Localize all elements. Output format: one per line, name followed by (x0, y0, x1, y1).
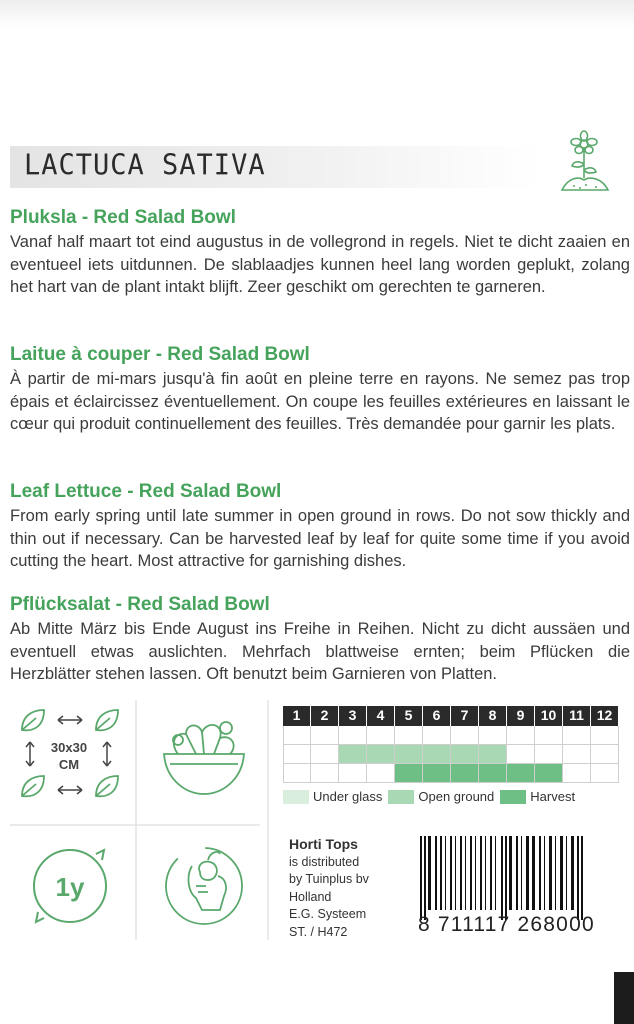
barcode-bar (490, 836, 492, 910)
barcode-bar (445, 836, 446, 910)
month-header-3: 3 (339, 706, 367, 726)
barcode-bar (485, 836, 486, 910)
calendar-cell (339, 764, 367, 783)
distributor-line: E.G. Systeem (289, 907, 367, 921)
harvest-hand-icon (156, 836, 252, 936)
spacing-unit: CM (58, 757, 80, 772)
distributor-line: is distributed (289, 854, 360, 869)
legend-swatch (283, 790, 309, 804)
barcode-bar (577, 836, 579, 920)
barcode-bar (509, 836, 512, 910)
calendar-cell (311, 764, 339, 783)
calendar-cell-filled (367, 745, 395, 764)
section-body: Ab Mitte März bis Ende August ins Freihe in Reihen. Nicht zu dicht aussäen und eventuell etwas auslichten. Mehrfach blattweise ernten; beim Pflücken die Herzblätter stehen lassen. Oft benutzt beim Garnieren von Platten. (10, 620, 630, 683)
calendar-cell (283, 764, 311, 783)
barcode-bar (555, 836, 556, 910)
distributor-line: by Tuinplus bv (289, 872, 369, 886)
legend-swatch (500, 790, 526, 804)
legend-label: Under glass (313, 789, 383, 804)
section-title: Pflücksalat - Red Salad Bowl (10, 594, 270, 615)
calendar-cell (423, 726, 451, 745)
salad-bowl-icon (156, 704, 252, 800)
spacing-leaves-icon (14, 704, 126, 804)
barcode-bar (566, 836, 567, 910)
barcode-bar (505, 836, 507, 920)
legend-item (500, 789, 575, 804)
calendar-cell (535, 726, 563, 745)
calendar-cell (451, 726, 479, 745)
calendar-cell-filled (423, 764, 451, 783)
month-header-8: 8 (479, 706, 507, 726)
species-name: LACTUCA SATIVA (24, 149, 266, 182)
barcode-bar (571, 836, 574, 910)
barcode-bar (581, 836, 583, 920)
calendar-cell (367, 764, 395, 783)
calendar-row-open-ground (283, 745, 619, 764)
month-header-6: 6 (423, 706, 451, 726)
legend-label: Open ground (418, 789, 495, 804)
calendar-cell (283, 745, 311, 764)
barcode-bar (475, 836, 476, 910)
spacing-value: 30x30 (50, 740, 88, 755)
calendar-body (283, 726, 619, 783)
month-header-9: 9 (507, 706, 535, 726)
calendar-cell (591, 764, 619, 783)
calendar-cell (479, 726, 507, 745)
legend-item (388, 789, 494, 804)
barcode-bar (495, 836, 496, 910)
plant-soil-icon (556, 130, 612, 200)
barcode-bars (418, 836, 630, 920)
calendar-cell (395, 726, 423, 745)
section-dutch (10, 206, 630, 299)
corner-mark (614, 972, 634, 1024)
month-header-11: 11 (563, 706, 591, 726)
barcode-bar (480, 836, 482, 910)
section-title: Leaf Lettuce - Red Salad Bowl (10, 481, 282, 502)
calendar-cell (563, 726, 591, 745)
barcode-bar (501, 836, 503, 920)
barcode-bar (465, 836, 466, 910)
distributor-line: Holland (289, 889, 332, 904)
calendar-cell (367, 726, 395, 745)
barcode-bar (470, 836, 472, 910)
one-year-cycle-icon (14, 836, 126, 936)
barcode-bar (539, 836, 541, 910)
calendar-cell (507, 726, 535, 745)
barcode-bar (428, 836, 431, 910)
barcode (418, 836, 630, 936)
calendar-cell (283, 726, 311, 745)
calendar-cell (591, 745, 619, 764)
barcode-bar (450, 836, 452, 910)
calendar-cell-filled (479, 764, 507, 783)
calendar-row-harvest (283, 764, 619, 783)
calendar-cell-filled (339, 745, 367, 764)
legend-label: Harvest (530, 789, 576, 804)
month-header-2: 2 (311, 706, 339, 726)
calendar-cell-filled (451, 764, 479, 783)
calendar-cell (563, 764, 591, 783)
calendar-month-header (283, 706, 619, 726)
calendar-cell (339, 726, 367, 745)
barcode-bar (521, 836, 522, 910)
calendar-legend (283, 789, 581, 804)
section-title: Pluksla - Red Salad Bowl (10, 207, 236, 228)
month-header-5: 5 (395, 706, 423, 726)
distributor-line: ST. / H472 (289, 924, 348, 939)
month-header-1: 1 (283, 706, 311, 726)
section-french (10, 343, 630, 436)
barcode-bar (532, 836, 535, 910)
legend-swatch (388, 790, 414, 804)
barcode-number: 8 711117 268000 (418, 913, 595, 936)
barcode-bar (544, 836, 545, 910)
barcode-bar (440, 836, 442, 910)
barcode-bar (560, 836, 563, 910)
section-body: Vanaf half maart tot eind augustus in de vollegrond in regels. Niet te dicht zaaien en eventueel iets uitdunnen. De slablaadjes kunnen heel lang worden geplukt, zolang het hart van de plant intakt blijft. Zeer geschikt om gerechten te garneren. (10, 233, 630, 296)
barcode-bar (420, 836, 422, 920)
section-title: Laitue à couper - Red Salad Bowl (10, 344, 310, 365)
section-german (10, 593, 630, 686)
calendar-row-under-glass (283, 726, 619, 745)
calendar-cell-filled (395, 745, 423, 764)
barcode-bar (424, 836, 426, 920)
barcode-bar (516, 836, 518, 910)
calendar-cell-filled (479, 745, 507, 764)
calendar-cell-filled (395, 764, 423, 783)
section-body: From early spring until late summer in open ground in rows. Do not sow thickly and thin out if necessary. Can be harvested leaf by leaf for quite some time if you avoid cutting the heart. Most attractive for garnishing dishes. (10, 507, 630, 570)
calendar-cell (507, 745, 535, 764)
barcode-bar (435, 836, 437, 910)
barcode-bar (455, 836, 456, 910)
sowing-calendar (283, 706, 619, 783)
calendar-cell (591, 726, 619, 745)
calendar-cell (535, 745, 563, 764)
month-header-12: 12 (591, 706, 619, 726)
month-header-4: 4 (367, 706, 395, 726)
calendar-cell (311, 745, 339, 764)
calendar-cell-filled (507, 764, 535, 783)
calendar-cell-filled (535, 764, 563, 783)
species-banner (10, 146, 540, 188)
brand-name: Horti Tops (289, 836, 358, 852)
barcode-bar (549, 836, 552, 910)
lifecycle-label: 1y (55, 872, 85, 902)
barcode-bar (526, 836, 529, 910)
section-english (10, 480, 630, 573)
calendar-cell (311, 726, 339, 745)
calendar-cell-filled (451, 745, 479, 764)
calendar-cell (563, 745, 591, 764)
barcode-bar (460, 836, 462, 910)
legend-item (283, 789, 382, 804)
month-header-7: 7 (451, 706, 479, 726)
month-header-10: 10 (535, 706, 563, 726)
distributor-info (289, 836, 369, 941)
section-body: À partir de mi-mars jusqu'à fin août en pleine terre en rayons. Ne semez pas trop épais et éclaircissez éventuellement. On coupe les feuilles extérieures en laissant le cœur qui produit continuellement des feuilles. Très demandée pour garnir les plats. (10, 370, 630, 433)
calendar-cell-filled (423, 745, 451, 764)
top-shade (0, 0, 634, 28)
